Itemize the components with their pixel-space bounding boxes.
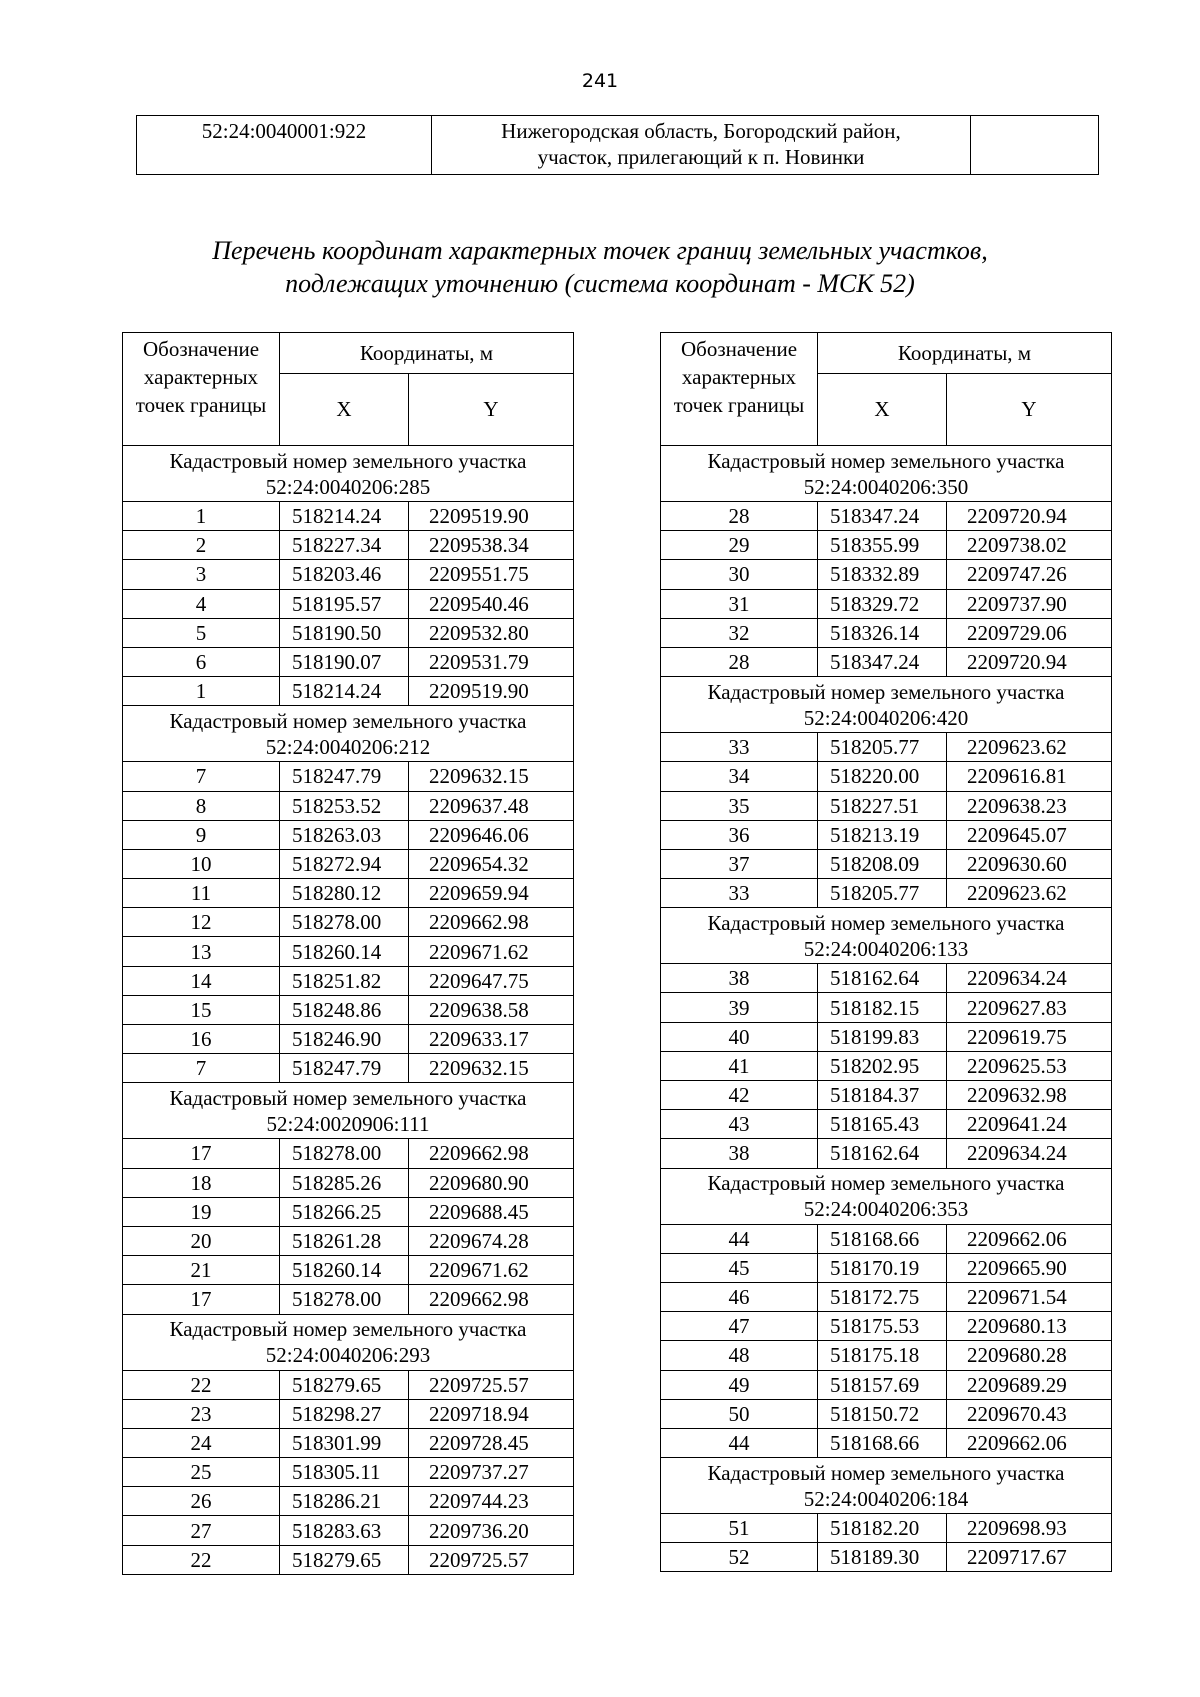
x-coordinate-cell: 518247.79 — [280, 762, 409, 791]
section-header-row — [123, 446, 574, 502]
coordinates-table-right — [660, 332, 1112, 1572]
table-row — [661, 1253, 1112, 1282]
point-number-cell: 17 — [123, 1285, 280, 1314]
point-number-cell: 10 — [123, 849, 280, 878]
section-header-row — [661, 1458, 1112, 1514]
x-column-header: X — [818, 374, 947, 446]
section-label: Кадастровый номер земельного участка — [169, 1085, 527, 1110]
table-row — [123, 966, 574, 995]
y-coordinate-cell: 2209671.62 — [409, 1256, 574, 1285]
table-row — [661, 879, 1112, 908]
x-coordinate-cell: 518263.03 — [280, 820, 409, 849]
y-coordinate-cell: 2209662.98 — [409, 1139, 574, 1168]
section-header-row — [123, 1083, 574, 1139]
y-coordinate-cell: 2209671.54 — [947, 1282, 1112, 1311]
cadastral-number: 52:24:0040206:133 — [803, 936, 969, 961]
cadastral-number: 52:24:0040206:212 — [265, 734, 431, 759]
y-coordinate-cell: 2209698.93 — [947, 1514, 1112, 1543]
y-coordinate-cell: 2209623.62 — [947, 733, 1112, 762]
point-number-cell: 52 — [661, 1543, 818, 1572]
table-row — [661, 993, 1112, 1022]
table-row — [123, 560, 574, 589]
x-coordinate-cell: 518253.52 — [280, 791, 409, 820]
section-label: Кадастровый номер земельного участка — [169, 708, 527, 733]
point-number-cell: 5 — [123, 618, 280, 647]
y-coordinate-cell: 2209662.06 — [947, 1428, 1112, 1457]
cadastral-number: 52:24:0040206:420 — [803, 705, 969, 730]
x-coordinate-cell: 518190.07 — [280, 647, 409, 676]
table-row — [661, 560, 1112, 589]
point-number-cell: 24 — [123, 1428, 280, 1457]
x-coordinate-cell: 518266.25 — [280, 1197, 409, 1226]
y-coordinate-cell: 2209680.90 — [409, 1168, 574, 1197]
table-row — [123, 677, 574, 706]
note-cell — [971, 116, 1099, 175]
x-coordinate-cell: 518326.14 — [818, 618, 947, 647]
y-coordinate-cell: 2209674.28 — [409, 1226, 574, 1255]
table-row — [123, 820, 574, 849]
y-coordinate-cell: 2209717.67 — [947, 1543, 1112, 1572]
point-column-header: Обозначение характерных точек границы — [123, 333, 280, 446]
x-coordinate-cell: 518260.14 — [280, 1256, 409, 1285]
y-coordinate-cell: 2209654.32 — [409, 849, 574, 878]
table-row — [123, 531, 574, 560]
x-coordinate-cell: 518329.72 — [818, 589, 947, 618]
y-coordinate-cell: 2209689.29 — [947, 1370, 1112, 1399]
y-coordinate-cell: 2209519.90 — [409, 677, 574, 706]
y-coordinate-cell: 2209634.24 — [947, 964, 1112, 993]
point-number-cell: 44 — [661, 1428, 818, 1457]
table-row — [661, 1022, 1112, 1051]
x-coordinate-cell: 518248.86 — [280, 995, 409, 1024]
point-number-cell: 33 — [661, 733, 818, 762]
point-number-cell: 23 — [123, 1399, 280, 1428]
x-coordinate-cell: 518184.37 — [818, 1081, 947, 1110]
x-coordinate-cell: 518170.19 — [818, 1253, 947, 1282]
point-number-cell: 37 — [661, 849, 818, 878]
point-number-cell: 9 — [123, 820, 280, 849]
section-header-row — [661, 446, 1112, 502]
parcel-address-table — [136, 115, 1099, 175]
y-coordinate-cell: 2209662.98 — [409, 908, 574, 937]
point-number-cell: 41 — [661, 1051, 818, 1080]
x-coordinate-cell: 518203.46 — [280, 560, 409, 589]
x-coordinate-cell: 518286.21 — [280, 1487, 409, 1516]
x-coordinate-cell: 518305.11 — [280, 1458, 409, 1487]
x-coordinate-cell: 518205.77 — [818, 733, 947, 762]
table-row — [123, 1428, 574, 1457]
table-row — [123, 589, 574, 618]
x-coordinate-cell: 518278.00 — [280, 1139, 409, 1168]
x-coordinate-cell: 518214.24 — [280, 677, 409, 706]
point-number-cell: 8 — [123, 791, 280, 820]
y-coordinate-cell: 2209736.20 — [409, 1516, 574, 1545]
x-coordinate-cell: 518165.43 — [818, 1110, 947, 1139]
section-header-row — [123, 1314, 574, 1370]
y-coordinate-cell: 2209632.15 — [409, 1054, 574, 1083]
point-number-cell: 16 — [123, 1025, 280, 1054]
y-coordinate-cell: 2209718.94 — [409, 1399, 574, 1428]
table-row — [661, 1428, 1112, 1457]
y-coordinate-cell: 2209670.43 — [947, 1399, 1112, 1428]
table-row — [123, 1458, 574, 1487]
y-coordinate-cell: 2209616.81 — [947, 762, 1112, 791]
table-row — [123, 1370, 574, 1399]
y-column-header: Y — [409, 374, 574, 446]
section-label: Кадастровый номер земельного участка — [707, 448, 1065, 473]
y-coordinate-cell: 2209747.26 — [947, 560, 1112, 589]
y-coordinate-cell: 2209638.23 — [947, 791, 1112, 820]
y-coordinate-cell: 2209619.75 — [947, 1022, 1112, 1051]
point-number-cell: 28 — [661, 502, 818, 531]
x-coordinate-cell: 518182.15 — [818, 993, 947, 1022]
point-number-cell: 38 — [661, 964, 818, 993]
y-coordinate-cell: 2209632.98 — [947, 1081, 1112, 1110]
section-label: Кадастровый номер земельного участка — [707, 910, 1065, 935]
point-number-cell: 49 — [661, 1370, 818, 1399]
x-coordinate-cell: 518168.66 — [818, 1224, 947, 1253]
x-coordinate-cell: 518205.77 — [818, 879, 947, 908]
coordinates-column-header: Координаты, м — [818, 333, 1112, 374]
y-coordinate-cell: 2209744.23 — [409, 1487, 574, 1516]
table-row — [123, 1487, 574, 1516]
point-number-cell: 12 — [123, 908, 280, 937]
table-row — [661, 762, 1112, 791]
point-number-cell: 35 — [661, 791, 818, 820]
table-row — [123, 1256, 574, 1285]
x-coordinate-cell: 518162.64 — [818, 1139, 947, 1168]
x-coordinate-cell: 518332.89 — [818, 560, 947, 589]
point-number-cell: 42 — [661, 1081, 818, 1110]
y-coordinate-cell: 2209532.80 — [409, 618, 574, 647]
section-header-cell — [661, 1458, 1112, 1514]
x-coordinate-cell: 518190.50 — [280, 618, 409, 647]
cadastral-number: 52:24:0040206:184 — [803, 1486, 969, 1511]
section-header-row — [661, 677, 1112, 733]
y-coordinate-cell: 2209725.57 — [409, 1370, 574, 1399]
cadastral-number: 52:24:0040206:353 — [803, 1197, 969, 1222]
cadastral-number: 52:24:0040206:293 — [265, 1343, 431, 1367]
table-row — [123, 762, 574, 791]
point-number-cell: 11 — [123, 879, 280, 908]
point-number-cell: 45 — [661, 1253, 818, 1282]
y-coordinate-cell: 2209738.02 — [947, 531, 1112, 560]
coordinates-column-header: Координаты, м — [280, 333, 574, 374]
x-coordinate-cell: 518189.30 — [818, 1543, 947, 1572]
section-header-cell — [123, 1083, 574, 1139]
y-coordinate-cell: 2209551.75 — [409, 560, 574, 589]
point-number-cell: 40 — [661, 1022, 818, 1051]
table-row — [661, 733, 1112, 762]
table-row — [661, 1341, 1112, 1370]
y-coordinate-cell: 2209638.58 — [409, 995, 574, 1024]
x-coordinate-cell: 518202.95 — [818, 1051, 947, 1080]
cadastral-number: 52:24:0040206:350 — [803, 474, 969, 499]
table-row — [123, 1025, 574, 1054]
y-coordinate-cell: 2209662.06 — [947, 1224, 1112, 1253]
y-coordinate-cell: 2209720.94 — [947, 502, 1112, 531]
y-coordinate-cell: 2209627.83 — [947, 993, 1112, 1022]
table-row — [661, 1224, 1112, 1253]
address-cell — [432, 116, 971, 175]
cadastral-number-cell: 52:24:0040001:922 — [137, 116, 432, 175]
table-row — [123, 1139, 574, 1168]
point-number-cell: 48 — [661, 1341, 818, 1370]
section-label: Кадастровый номер земельного участка — [707, 1460, 1065, 1485]
y-coordinate-cell: 2209647.75 — [409, 966, 574, 995]
x-coordinate-cell: 518301.99 — [280, 1428, 409, 1457]
x-coordinate-cell: 518247.79 — [280, 1054, 409, 1083]
point-number-cell: 7 — [123, 762, 280, 791]
y-coordinate-cell: 2209737.27 — [409, 1458, 574, 1487]
x-coordinate-cell: 518278.00 — [280, 908, 409, 937]
point-number-cell: 17 — [123, 1139, 280, 1168]
x-coordinate-cell: 518298.27 — [280, 1399, 409, 1428]
x-coordinate-cell: 518213.19 — [818, 820, 947, 849]
table-row — [661, 1370, 1112, 1399]
x-coordinate-cell: 518227.34 — [280, 531, 409, 560]
x-coordinate-cell: 518279.65 — [280, 1545, 409, 1574]
point-number-cell: 30 — [661, 560, 818, 589]
point-number-cell: 22 — [123, 1545, 280, 1574]
table-row — [123, 502, 574, 531]
point-column-header: Обозначение характерных точек границы — [661, 333, 818, 446]
x-coordinate-cell: 518347.24 — [818, 502, 947, 531]
point-number-cell: 14 — [123, 966, 280, 995]
section-header-row — [661, 908, 1112, 964]
x-coordinate-cell: 518347.24 — [818, 647, 947, 676]
x-coordinate-cell: 518168.66 — [818, 1428, 947, 1457]
document-heading — [0, 234, 1200, 300]
y-coordinate-cell: 2209680.13 — [947, 1312, 1112, 1341]
x-coordinate-cell: 518172.75 — [818, 1282, 947, 1311]
x-coordinate-cell: 518355.99 — [818, 531, 947, 560]
point-number-cell: 20 — [123, 1226, 280, 1255]
y-coordinate-cell: 2209645.07 — [947, 820, 1112, 849]
table-row — [661, 502, 1112, 531]
table-row — [123, 849, 574, 878]
x-coordinate-cell: 518278.00 — [280, 1285, 409, 1314]
point-number-cell: 13 — [123, 937, 280, 966]
point-number-cell: 4 — [123, 589, 280, 618]
cadastral-number: 52:24:0020906:111 — [266, 1111, 430, 1136]
table-row — [661, 1110, 1112, 1139]
table-row — [661, 1139, 1112, 1168]
x-coordinate-cell: 518279.65 — [280, 1370, 409, 1399]
x-coordinate-cell: 518220.00 — [818, 762, 947, 791]
point-number-cell: 6 — [123, 647, 280, 676]
y-coordinate-cell: 2209680.28 — [947, 1341, 1112, 1370]
point-number-cell: 33 — [661, 879, 818, 908]
x-coordinate-cell: 518272.94 — [280, 849, 409, 878]
table-row — [661, 1051, 1112, 1080]
y-coordinate-cell: 2209540.46 — [409, 589, 574, 618]
x-coordinate-cell: 518260.14 — [280, 937, 409, 966]
section-label: Кадастровый номер земельного участка — [707, 679, 1065, 704]
coordinates-table-left — [122, 332, 574, 1575]
cadastral-number: 52:24:0040206:285 — [265, 474, 431, 499]
section-header-cell — [123, 706, 574, 762]
table-row — [661, 647, 1112, 676]
table-row — [123, 1285, 574, 1314]
y-coordinate-cell: 2209625.53 — [947, 1051, 1112, 1080]
x-coordinate-cell: 518285.26 — [280, 1168, 409, 1197]
y-coordinate-cell: 2209671.62 — [409, 937, 574, 966]
point-number-cell: 28 — [661, 647, 818, 676]
x-coordinate-cell: 518195.57 — [280, 589, 409, 618]
point-number-cell: 36 — [661, 820, 818, 849]
x-coordinate-cell: 518214.24 — [280, 502, 409, 531]
table-row — [661, 618, 1112, 647]
table-row — [123, 1545, 574, 1574]
point-number-cell: 22 — [123, 1370, 280, 1399]
table-row — [661, 820, 1112, 849]
point-number-cell: 47 — [661, 1312, 818, 1341]
point-number-cell: 7 — [123, 1054, 280, 1083]
section-header-cell — [123, 446, 574, 502]
table-row — [123, 879, 574, 908]
point-number-cell: 18 — [123, 1168, 280, 1197]
address-line-2: участок, прилегающий к п. Новинки — [537, 145, 865, 169]
y-coordinate-cell: 2209538.34 — [409, 531, 574, 560]
point-number-cell: 50 — [661, 1399, 818, 1428]
address-line-1: Нижегородская область, Богородский район, — [501, 119, 901, 143]
y-coordinate-cell: 2209737.90 — [947, 589, 1112, 618]
point-number-cell: 31 — [661, 589, 818, 618]
point-number-cell: 51 — [661, 1514, 818, 1543]
y-coordinate-cell: 2209531.79 — [409, 647, 574, 676]
table-row — [137, 116, 1099, 175]
y-coordinate-cell: 2209633.17 — [409, 1025, 574, 1054]
table-row — [123, 1054, 574, 1083]
x-coordinate-cell: 518157.69 — [818, 1370, 947, 1399]
heading-line-2: подлежащих уточнению (система координат - МСК 52) — [285, 269, 915, 298]
table-row — [123, 1197, 574, 1226]
y-coordinate-cell: 2209630.60 — [947, 849, 1112, 878]
y-coordinate-cell: 2209634.24 — [947, 1139, 1112, 1168]
table-row — [661, 589, 1112, 618]
table-row — [123, 1399, 574, 1428]
table-row — [123, 1226, 574, 1255]
point-number-cell: 29 — [661, 531, 818, 560]
point-number-cell: 25 — [123, 1458, 280, 1487]
y-coordinate-cell: 2209646.06 — [409, 820, 574, 849]
y-coordinate-cell: 2209725.57 — [409, 1545, 574, 1574]
y-coordinate-cell: 2209729.06 — [947, 618, 1112, 647]
x-coordinate-cell: 518251.82 — [280, 966, 409, 995]
table-row — [661, 849, 1112, 878]
section-label: Кадастровый номер земельного участка — [169, 448, 527, 473]
section-header-cell — [661, 446, 1112, 502]
table-row — [123, 791, 574, 820]
table-row — [123, 647, 574, 676]
x-coordinate-cell: 518261.28 — [280, 1226, 409, 1255]
point-number-cell: 27 — [123, 1516, 280, 1545]
y-coordinate-cell: 2209720.94 — [947, 647, 1112, 676]
x-coordinate-cell: 518162.64 — [818, 964, 947, 993]
table-row — [123, 618, 574, 647]
y-coordinate-cell: 2209637.48 — [409, 791, 574, 820]
x-coordinate-cell: 518208.09 — [818, 849, 947, 878]
x-coordinate-cell: 518182.20 — [818, 1514, 947, 1543]
y-coordinate-cell: 2209659.94 — [409, 879, 574, 908]
point-number-cell: 15 — [123, 995, 280, 1024]
point-number-cell: 26 — [123, 1487, 280, 1516]
point-number-cell: 39 — [661, 993, 818, 1022]
x-coordinate-cell: 518199.83 — [818, 1022, 947, 1051]
point-number-cell: 1 — [123, 677, 280, 706]
table-row — [661, 1081, 1112, 1110]
point-number-cell: 46 — [661, 1282, 818, 1311]
x-column-header: X — [280, 374, 409, 446]
table-row — [661, 964, 1112, 993]
point-number-cell: 19 — [123, 1197, 280, 1226]
x-coordinate-cell: 518150.72 — [818, 1399, 947, 1428]
y-coordinate-cell: 2209623.62 — [947, 879, 1112, 908]
x-coordinate-cell: 518280.12 — [280, 879, 409, 908]
heading-line-1: Перечень координат характерных точек границ земельных участков, — [212, 236, 988, 265]
y-coordinate-cell: 2209641.24 — [947, 1110, 1112, 1139]
y-coordinate-cell: 2209665.90 — [947, 1253, 1112, 1282]
point-number-cell: 1 — [123, 502, 280, 531]
section-header-row — [123, 706, 574, 762]
section-header-row — [661, 1168, 1112, 1224]
table-row — [661, 791, 1112, 820]
point-number-cell: 32 — [661, 618, 818, 647]
table-row — [661, 531, 1112, 560]
point-number-cell: 2 — [123, 531, 280, 560]
y-column-header: Y — [947, 374, 1112, 446]
y-coordinate-cell: 2209728.45 — [409, 1428, 574, 1457]
point-number-cell: 44 — [661, 1224, 818, 1253]
point-number-cell: 3 — [123, 560, 280, 589]
y-coordinate-cell: 2209662.98 — [409, 1285, 574, 1314]
y-coordinate-cell: 2209519.90 — [409, 502, 574, 531]
table-row — [123, 908, 574, 937]
table-row — [123, 937, 574, 966]
page-number: 241 — [581, 70, 619, 92]
point-number-cell: 43 — [661, 1110, 818, 1139]
table-row — [661, 1282, 1112, 1311]
table-row — [661, 1514, 1112, 1543]
table-row — [123, 1168, 574, 1197]
table-row — [661, 1312, 1112, 1341]
x-coordinate-cell: 518175.18 — [818, 1341, 947, 1370]
y-coordinate-cell: 2209688.45 — [409, 1197, 574, 1226]
section-header-cell — [661, 908, 1112, 964]
y-coordinate-cell: 2209632.15 — [409, 762, 574, 791]
table-row — [123, 995, 574, 1024]
section-label: Кадастровый номер земельного участка — [169, 1317, 527, 1341]
x-coordinate-cell: 518227.51 — [818, 791, 947, 820]
section-header-cell — [661, 1168, 1112, 1224]
table-row — [661, 1399, 1112, 1428]
point-number-cell: 21 — [123, 1256, 280, 1285]
section-header-cell — [661, 677, 1112, 733]
section-label: Кадастровый номер земельного участка — [707, 1171, 1065, 1196]
x-coordinate-cell: 518283.63 — [280, 1516, 409, 1545]
x-coordinate-cell: 518175.53 — [818, 1312, 947, 1341]
table-row — [123, 1516, 574, 1545]
x-coordinate-cell: 518246.90 — [280, 1025, 409, 1054]
point-number-cell: 38 — [661, 1139, 818, 1168]
section-header-cell — [123, 1314, 574, 1370]
point-number-cell: 34 — [661, 762, 818, 791]
table-row — [661, 1543, 1112, 1572]
